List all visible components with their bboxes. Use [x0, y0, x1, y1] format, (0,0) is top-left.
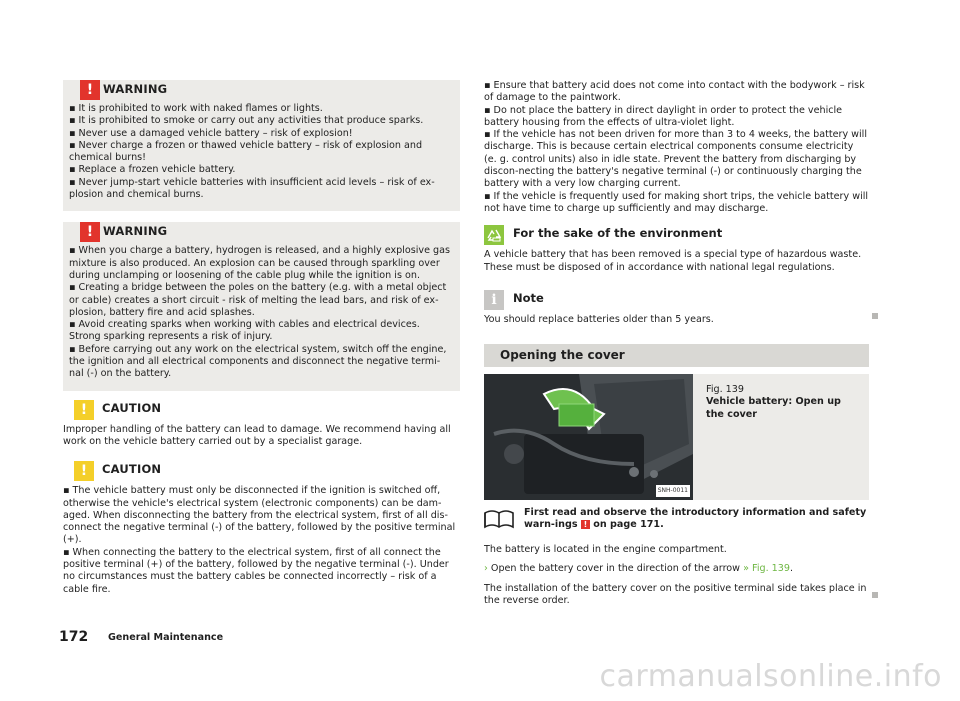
page-number: 172	[59, 629, 89, 645]
warning-item: ▪ Never jump-start vehicle batteries with insufficient acid levels – risk of ex-plosion and chemical burns.	[69, 176, 435, 201]
step-arrow-icon: ›	[484, 563, 488, 575]
warning-list	[63, 242, 460, 390]
advice-item: ▪ Do not place the battery in direct daylight in order to protect the vehicle battery housing from the effects of ultra-violet light.	[484, 104, 843, 128]
watermark: carmanualsonline.info	[599, 659, 942, 694]
read-first-page: on page 171.	[589, 519, 664, 531]
figure-caption-text: Vehicle battery: Open up the cover	[706, 396, 841, 420]
warning-item: ▪ Never charge a frozen or thawed vehicle battery – risk of explosion and chemical burns!	[69, 139, 423, 164]
caution-item: ▪ When connecting the battery to the electrical system, first of all connect the positive terminal (+) of the battery, followed by the negative terminal (-). Under no circumstances must the battery cables be connected incorrectly – risk of a cable fire.	[63, 546, 449, 595]
warning-item: ▪ Before carrying out any work on the electrical system, switch off the engine, the ignition and all electrical components and disconnect the negative termi-nal (-) on the battery.	[69, 343, 447, 380]
advice-item: ▪ Ensure that battery acid does not come into contact with the bodywork – risk of damage to the paintwork.	[484, 80, 865, 104]
body-installation: The installation of the battery cover on the positive terminal side takes place in the reverse order.	[484, 582, 867, 607]
caution-title: CAUTION	[102, 400, 162, 415]
body-location: The battery is located in the engine compartment.	[484, 544, 727, 556]
warning-list	[63, 100, 460, 211]
end-marker	[872, 592, 878, 598]
warning-title: WARNING	[103, 82, 168, 96]
caution-title: CAUTION	[102, 462, 162, 477]
environment-heading	[484, 225, 869, 245]
step-end: .	[789, 563, 794, 575]
recycle-icon	[484, 225, 504, 245]
figure-link[interactable]: » Fig. 139	[743, 563, 790, 575]
step-line	[484, 563, 869, 575]
figure-label: Fig. 139	[706, 384, 744, 396]
warning-item: ▪ Avoid creating sparks when working with cables and electrical devices. Strong sparking represents a risk of injury.	[69, 319, 420, 343]
footer-section: General Maintenance	[108, 632, 224, 643]
warning-icon: !	[80, 80, 100, 100]
note-heading	[484, 290, 869, 310]
warning-item: ▪ It is prohibited to smoke or carry out any activities that produce sparks.	[69, 115, 424, 127]
figure-box	[484, 374, 869, 500]
end-marker	[872, 313, 878, 319]
step-text: Open the battery cover in the direction of the arrow	[487, 563, 744, 575]
figure-code: SNH-0011	[656, 485, 690, 497]
battery-photo	[484, 374, 693, 500]
caution-item: ▪ The vehicle battery must only be disconnected if the ignition is switched off, otherwise the vehicle's electrical system (electronic components) can be dam-aged. When disconnecting the battery from the electrical system, first of all dis-connect the negative terminal (-) of the battery, followed by the positive terminal (+).	[63, 485, 456, 546]
warning-small-icon: !	[581, 520, 590, 529]
right-column	[484, 80, 869, 607]
section-heading: Opening the cover	[484, 344, 869, 367]
battery-advice-list	[484, 80, 869, 215]
read-first-text: First read and observe the introductory information and safety warn-ings	[524, 507, 867, 531]
note-text: You should replace batteries older than 5 years.	[484, 313, 714, 325]
warning-icon: !	[80, 222, 100, 242]
warning-box-2	[63, 222, 460, 390]
info-icon: i	[484, 290, 504, 310]
caution-icon: !	[74, 400, 94, 420]
warning-item: ▪ Creating a bridge between the poles on the battery (e.g. with a metal object or cable) creates a short circuit - risk of melting the lead bars, and risk of ex-plosion, battery fire and acid splashes.	[69, 282, 447, 318]
note-title: Note	[513, 290, 544, 305]
warning-title: WARNING	[103, 224, 168, 239]
warning-item: ▪ It is prohibited to work with naked flames or lights.	[69, 103, 323, 114]
advice-item: ▪ If the vehicle has not been driven for more than 3 to 4 weeks, the battery will discharge. This is because certain electrical components consume electricity (e. g. control units) also in idle state. Prevent the battery from discharging by discon-necting the battery's negative terminal (-) or continuously charging the battery with a very low charging current.	[484, 129, 868, 190]
environment-title: For the sake of the environment	[513, 226, 723, 241]
warning-item: ▪ When you charge a battery, hydrogen is released, and a highly explosive gas mixture is also produced. An explosion can be caused through sparkling over during unclamping or loosening of the cable plug while the ignition is on.	[69, 245, 451, 281]
caution-block-1	[63, 400, 460, 449]
caution-block-2	[63, 461, 460, 596]
open-book-icon	[484, 507, 514, 529]
read-first-notice	[484, 507, 869, 537]
warning-box-1	[63, 80, 460, 211]
left-column	[63, 80, 460, 596]
environment-text: A vehicle battery that has been removed is a special type of hazardous waste. These must be disposed of in accordance with national legal regulations.	[484, 249, 862, 273]
warning-item: ▪ Never use a damaged vehicle battery – risk of explosion!	[69, 127, 353, 139]
advice-item: ▪ If the vehicle is frequently used for making short trips, the vehicle battery will not have time to charge up sufficiently and may discharge.	[484, 190, 869, 214]
figure-caption	[706, 384, 861, 421]
caution-text: Improper handling of the battery can lead to damage. We recommend having all work on the vehicle battery carried out by a specialist garage.	[63, 423, 451, 447]
caution-icon: !	[74, 461, 94, 481]
warning-item: ▪ Replace a frozen vehicle battery.	[69, 164, 236, 176]
